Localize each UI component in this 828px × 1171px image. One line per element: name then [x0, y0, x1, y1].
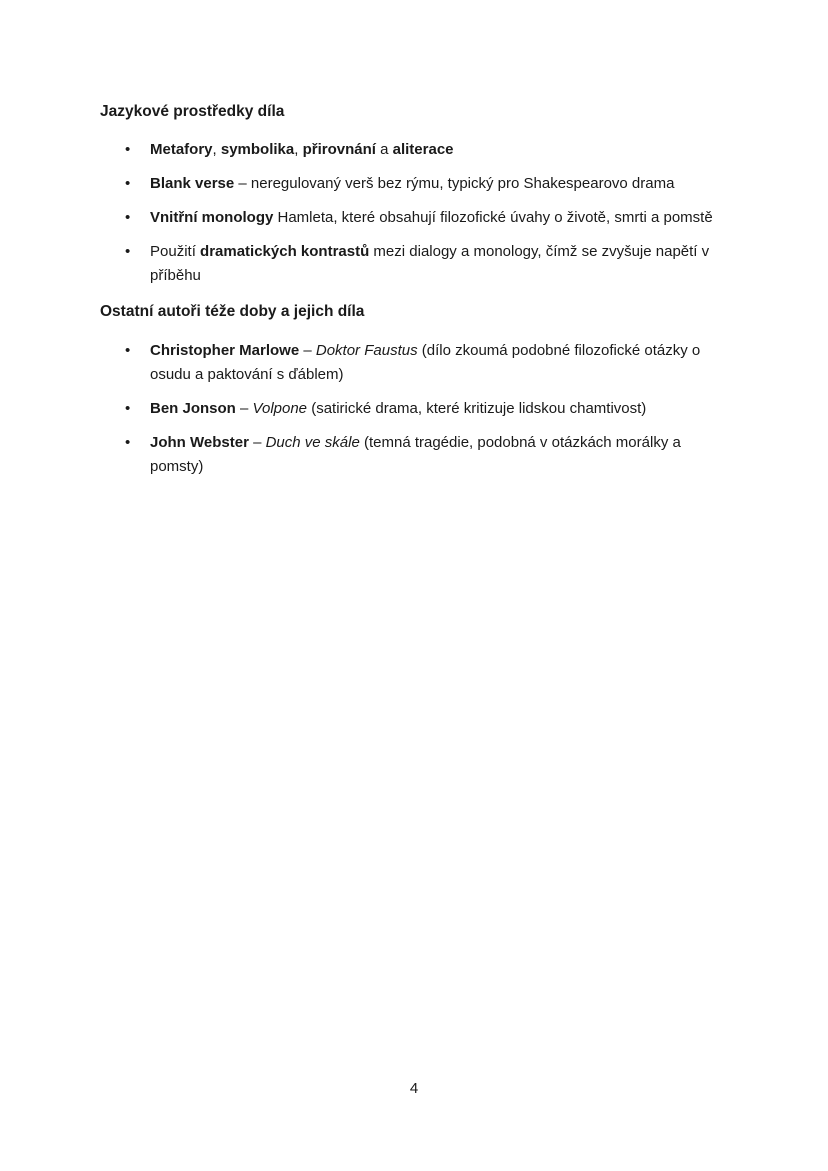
list-item — [100, 172, 733, 196]
text-segment: Metafory — [150, 141, 213, 159]
text-segment: dramatických kontrastů — [200, 243, 370, 261]
bullet-icon: • — [125, 433, 131, 451]
list-item — [100, 206, 733, 230]
text-segment: Blank verse — [150, 175, 235, 193]
text-segment: Doktor Faustus — [315, 341, 418, 359]
text-segment: Hamleta, které obsahují filozofické úvahy o životě, smrti a pomstě — [273, 209, 713, 227]
list-item-text — [150, 141, 454, 158]
list-item-text — [150, 400, 646, 417]
bullet-icon: • — [125, 141, 131, 159]
bullet-list — [100, 339, 733, 479]
bullet-icon: • — [125, 243, 131, 261]
list-item — [100, 397, 733, 421]
text-segment: Duch ve skále — [265, 433, 360, 451]
section-heading: Ostatní autoři téže doby a jejich díla — [100, 303, 365, 321]
text-segment: – — [299, 341, 316, 359]
page-number: 4 — [409, 1080, 419, 1097]
text-segment: Ben Jonson — [150, 399, 236, 417]
text-segment: Volpone — [252, 399, 308, 417]
page-footer — [0, 1077, 828, 1101]
text-segment: a — [375, 141, 393, 159]
list-item — [100, 339, 733, 387]
text-segment: Použití — [150, 243, 201, 261]
text-segment: , — [212, 141, 221, 159]
text-segment: John Webster — [150, 433, 249, 451]
text-segment: (satirické drama, které kritizuje lidskou chamtivost) — [307, 399, 647, 417]
text-segment: (dílo zkoumá podobné filozofické otázky o osudu a paktování s ďáblem) — [150, 341, 701, 383]
list-item-text — [150, 434, 681, 475]
bullet-icon: • — [125, 175, 131, 193]
list-item — [100, 240, 733, 288]
list-item-text — [150, 209, 713, 226]
text-segment: aliterace — [392, 141, 454, 159]
list-item-text — [150, 243, 709, 284]
bullet-icon: • — [125, 209, 131, 227]
list-item-text — [150, 175, 674, 192]
text-segment: Vnitřní monology — [150, 209, 274, 227]
bullet-icon: • — [125, 399, 131, 417]
document-content — [100, 100, 733, 489]
section-heading: Jazykové prostředky díla — [100, 103, 285, 120]
text-segment: , — [294, 141, 303, 159]
list-item — [100, 431, 733, 479]
text-segment: – neregulovaný verš bez rýmu, typický pro Shakespearovo drama — [234, 175, 675, 193]
list-item — [100, 138, 733, 162]
text-segment: Christopher Marlowe — [150, 341, 300, 359]
text-segment: přirovnání — [302, 141, 376, 159]
text-segment: (temná tragédie, podobná v otázkách morálky a pomsty) — [150, 433, 681, 475]
text-segment: symbolika — [220, 141, 295, 159]
text-segment: mezi dialogy a monology, čímž se zvyšuje napětí v příběhu — [150, 243, 710, 285]
bullet-list — [100, 138, 733, 288]
list-item-text — [150, 342, 700, 383]
bullet-icon: • — [125, 341, 131, 359]
text-segment: – — [235, 399, 253, 417]
text-segment: – — [248, 433, 266, 451]
